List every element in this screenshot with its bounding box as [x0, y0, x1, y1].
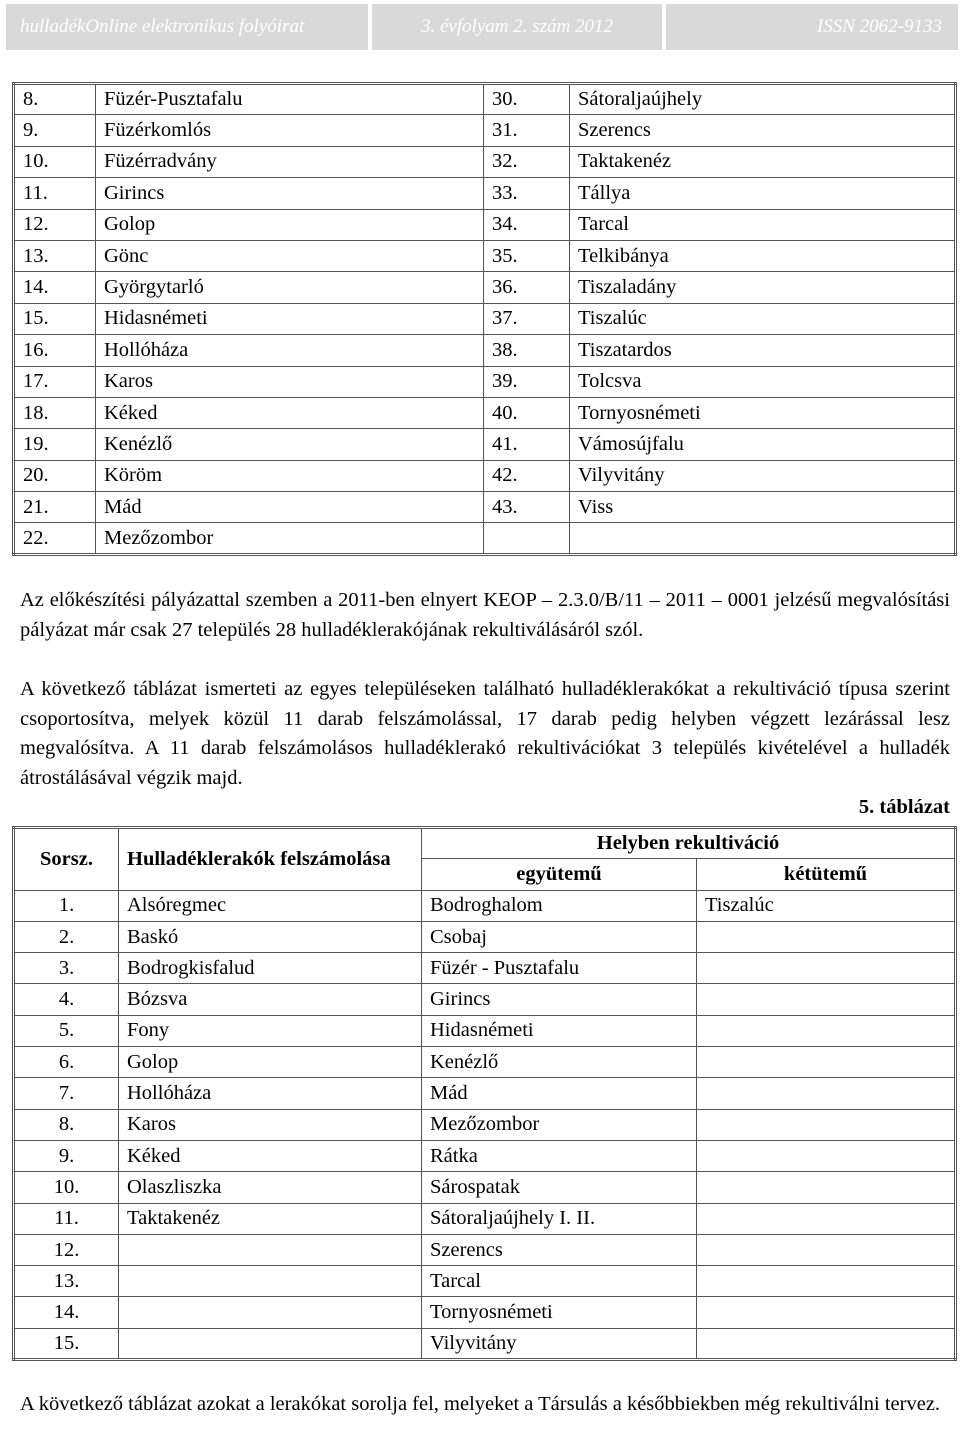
felszamolas-cell: Alsóregmec — [119, 890, 422, 921]
table-row — [14, 953, 956, 984]
settlement-name: Girincs — [96, 178, 484, 209]
settlement-name: Sátoraljaújhely — [570, 84, 956, 115]
settlement-name: Füzér-Pusztafalu — [96, 84, 484, 115]
row-number: 41. — [484, 429, 570, 460]
row-number: 35. — [484, 240, 570, 271]
row-number: 7. — [14, 1078, 119, 1109]
row-number: 10. — [14, 1172, 119, 1203]
settlement-name: Gönc — [96, 240, 484, 271]
row-number: 37. — [484, 303, 570, 334]
row-number: 9. — [14, 1140, 119, 1171]
ketutemu-cell — [697, 1266, 956, 1297]
table-row — [14, 1078, 956, 1109]
table-row — [14, 115, 956, 146]
table-row — [14, 1047, 956, 1078]
table-row — [14, 460, 956, 491]
felszamolas-cell: Fony — [119, 1015, 422, 1046]
egyutemu-cell: Szerencs — [422, 1234, 697, 1265]
settlement-list-table — [12, 82, 957, 556]
row-number: 43. — [484, 492, 570, 523]
settlement-name: Szerencs — [570, 115, 956, 146]
table-row — [14, 921, 956, 952]
row-number: 22. — [14, 523, 96, 554]
egyutemu-cell: Csobaj — [422, 921, 697, 952]
issue-info: 3. évfolyam 2. szám 2012 — [372, 4, 662, 50]
table-row — [14, 397, 956, 428]
felszamolas-cell: Bodrogkisfalud — [119, 953, 422, 984]
felszamolas-cell: Golop — [119, 1047, 422, 1078]
felszamolas-cell: Bózsva — [119, 984, 422, 1015]
row-number: 11. — [14, 178, 96, 209]
header-sorsz: Sorsz. — [14, 828, 119, 891]
egyutemu-cell: Hidasnémeti — [422, 1015, 697, 1046]
row-number: 19. — [14, 429, 96, 460]
table-row — [14, 272, 956, 303]
page-header — [6, 4, 958, 50]
table-row — [14, 146, 956, 177]
settlement-name: Hidasnémeti — [96, 303, 484, 334]
row-number: 38. — [484, 335, 570, 366]
ketutemu-cell — [697, 1109, 956, 1140]
journal-title: hulladékOnline elektronikus folyóirat — [6, 4, 368, 50]
table-caption: 5. táblázat — [858, 796, 950, 818]
row-number: 12. — [14, 209, 96, 240]
row-number: 31. — [484, 115, 570, 146]
settlement-name: Tállya — [570, 178, 956, 209]
felszamolas-cell — [119, 1234, 422, 1265]
felszamolas-cell: Hollóháza — [119, 1078, 422, 1109]
settlement-name: Vilyvitány — [570, 460, 956, 491]
egyutemu-cell: Kenézlő — [422, 1047, 697, 1078]
ketutemu-cell — [697, 1078, 956, 1109]
settlement-name: Taktakenéz — [570, 146, 956, 177]
settlement-name: Tarcal — [570, 209, 956, 240]
egyutemu-cell: Vilyvitány — [422, 1328, 697, 1359]
felszamolas-cell — [119, 1266, 422, 1297]
felszamolas-cell: Baskó — [119, 921, 422, 952]
row-number: 14. — [14, 1297, 119, 1328]
table-row — [14, 890, 956, 921]
ketutemu-cell: Tiszalúc — [697, 890, 956, 921]
table-row — [14, 1266, 956, 1297]
row-number: 32. — [484, 146, 570, 177]
settlement-name: Hollóháza — [96, 335, 484, 366]
ketutemu-cell — [697, 1328, 956, 1359]
row-number: 21. — [14, 492, 96, 523]
egyutemu-cell: Füzér - Pusztafalu — [422, 953, 697, 984]
table-row — [14, 1234, 956, 1265]
row-number: 2. — [14, 921, 119, 952]
ketutemu-cell — [697, 921, 956, 952]
row-number: 18. — [14, 397, 96, 428]
row-number: 39. — [484, 366, 570, 397]
egyutemu-cell: Sátoraljaújhely I. II. — [422, 1203, 697, 1234]
table-row — [14, 1203, 956, 1234]
row-number: 13. — [14, 240, 96, 271]
felszamolas-cell — [119, 1297, 422, 1328]
table-row — [14, 335, 956, 366]
table-row — [14, 1297, 956, 1328]
table-row — [14, 1109, 956, 1140]
header-helyben: Helyben rekultiváció — [422, 828, 956, 859]
settlement-name: Vámosújfalu — [570, 429, 956, 460]
table-row — [14, 523, 956, 554]
settlement-name: Tiszatardos — [570, 335, 956, 366]
row-number: 11. — [14, 1203, 119, 1234]
row-number: 9. — [14, 115, 96, 146]
row-number: 16. — [14, 335, 96, 366]
felszamolas-cell: Kéked — [119, 1140, 422, 1171]
row-number: 36. — [484, 272, 570, 303]
settlement-name: Golop — [96, 209, 484, 240]
row-number: 4. — [14, 984, 119, 1015]
settlement-name: Mezőzombor — [96, 523, 484, 554]
settlement-name: Györgytarló — [96, 272, 484, 303]
table-row — [14, 1328, 956, 1359]
settlement-name: Füzérradvány — [96, 146, 484, 177]
row-number: 15. — [14, 303, 96, 334]
egyutemu-cell: Tornyosnémeti — [422, 1297, 697, 1328]
row-number: 8. — [14, 84, 96, 115]
table-row — [14, 984, 956, 1015]
row-number: 12. — [14, 1234, 119, 1265]
row-number — [484, 523, 570, 554]
table-row — [14, 366, 956, 397]
ketutemu-cell — [697, 1015, 956, 1046]
table-row — [14, 303, 956, 334]
table-row — [14, 1015, 956, 1046]
egyutemu-cell: Girincs — [422, 984, 697, 1015]
ketutemu-cell — [697, 1140, 956, 1171]
paragraph-table-intro: A következő táblázat ismerteti az egyes településeken található hulladéklerakókat a rekultiváció típusa szerint csoportosítva, melyek közül 11 darab felszámolással, 17 darab pedig helyben végzett lezárással lesz megvalósítva. A 11 darab felszámolásos hulladéklerakó rekultivációkat 3 település kivételével a hulladék átrostálásával végzik majd. — [20, 678, 950, 789]
table-row — [14, 209, 956, 240]
felszamolas-cell: Karos — [119, 1109, 422, 1140]
ketutemu-cell — [697, 1203, 956, 1234]
egyutemu-cell: Bodroghalom — [422, 890, 697, 921]
row-number: 13. — [14, 1266, 119, 1297]
row-number: 15. — [14, 1328, 119, 1359]
table-row — [14, 1172, 956, 1203]
header-ketutemu: kétütemű — [697, 859, 956, 890]
row-number: 20. — [14, 460, 96, 491]
settlement-name — [570, 523, 956, 554]
issn: ISSN 2062-9133 — [666, 4, 958, 50]
settlement-name: Telkibánya — [570, 240, 956, 271]
row-number: 42. — [484, 460, 570, 491]
settlement-name: Kenézlő — [96, 429, 484, 460]
row-number: 40. — [484, 397, 570, 428]
row-number: 10. — [14, 146, 96, 177]
row-number: 8. — [14, 1109, 119, 1140]
row-number: 17. — [14, 366, 96, 397]
row-number: 14. — [14, 272, 96, 303]
felszamolas-cell: Taktakenéz — [119, 1203, 422, 1234]
row-number: 33. — [484, 178, 570, 209]
header-felszamolas: Hulladéklerakók felszámolása — [119, 828, 422, 891]
settlement-name: Mád — [96, 492, 484, 523]
table-row — [14, 178, 956, 209]
recultivation-table — [12, 826, 957, 1361]
settlement-name: Füzérkomlós — [96, 115, 484, 146]
row-number: 30. — [484, 84, 570, 115]
paragraph-future: A következő táblázat azokat a lerakókat sorolja fel, melyeket a Társulás a későbbiekben még rekultiválni tervez. — [20, 1393, 941, 1415]
table-row — [14, 84, 956, 115]
paragraph-keop: Az előkészítési pályázattal szemben a 2011-ben elnyert KEOP – 2.3.0/B/11 – 2011 – 0001 jelzésű megvalósítási pályázat már csak 27 település 28 hulladéklerakójának rekultiválásáról szól. — [20, 589, 950, 641]
settlement-name: Tornyosnémeti — [570, 397, 956, 428]
table-row — [14, 1140, 956, 1171]
table-row — [14, 429, 956, 460]
felszamolas-cell — [119, 1328, 422, 1359]
settlement-name: Tiszalúc — [570, 303, 956, 334]
egyutemu-cell: Rátka — [422, 1140, 697, 1171]
felszamolas-cell: Olaszliszka — [119, 1172, 422, 1203]
ketutemu-cell — [697, 953, 956, 984]
settlement-name: Tiszaladány — [570, 272, 956, 303]
ketutemu-cell — [697, 984, 956, 1015]
settlement-name: Karos — [96, 366, 484, 397]
egyutemu-cell: Mezőzombor — [422, 1109, 697, 1140]
egyutemu-cell: Sárospatak — [422, 1172, 697, 1203]
row-number: 3. — [14, 953, 119, 984]
egyutemu-cell: Mád — [422, 1078, 697, 1109]
row-number: 5. — [14, 1015, 119, 1046]
settlement-name: Kéked — [96, 397, 484, 428]
settlement-name: Köröm — [96, 460, 484, 491]
ketutemu-cell — [697, 1047, 956, 1078]
table-row — [14, 492, 956, 523]
row-number: 6. — [14, 1047, 119, 1078]
egyutemu-cell: Tarcal — [422, 1266, 697, 1297]
row-number: 1. — [14, 890, 119, 921]
ketutemu-cell — [697, 1172, 956, 1203]
table-row — [14, 240, 956, 271]
settlement-name: Tolcsva — [570, 366, 956, 397]
header-egyutemu: együtemű — [422, 859, 697, 890]
ketutemu-cell — [697, 1297, 956, 1328]
ketutemu-cell — [697, 1234, 956, 1265]
settlement-name: Viss — [570, 492, 956, 523]
row-number: 34. — [484, 209, 570, 240]
